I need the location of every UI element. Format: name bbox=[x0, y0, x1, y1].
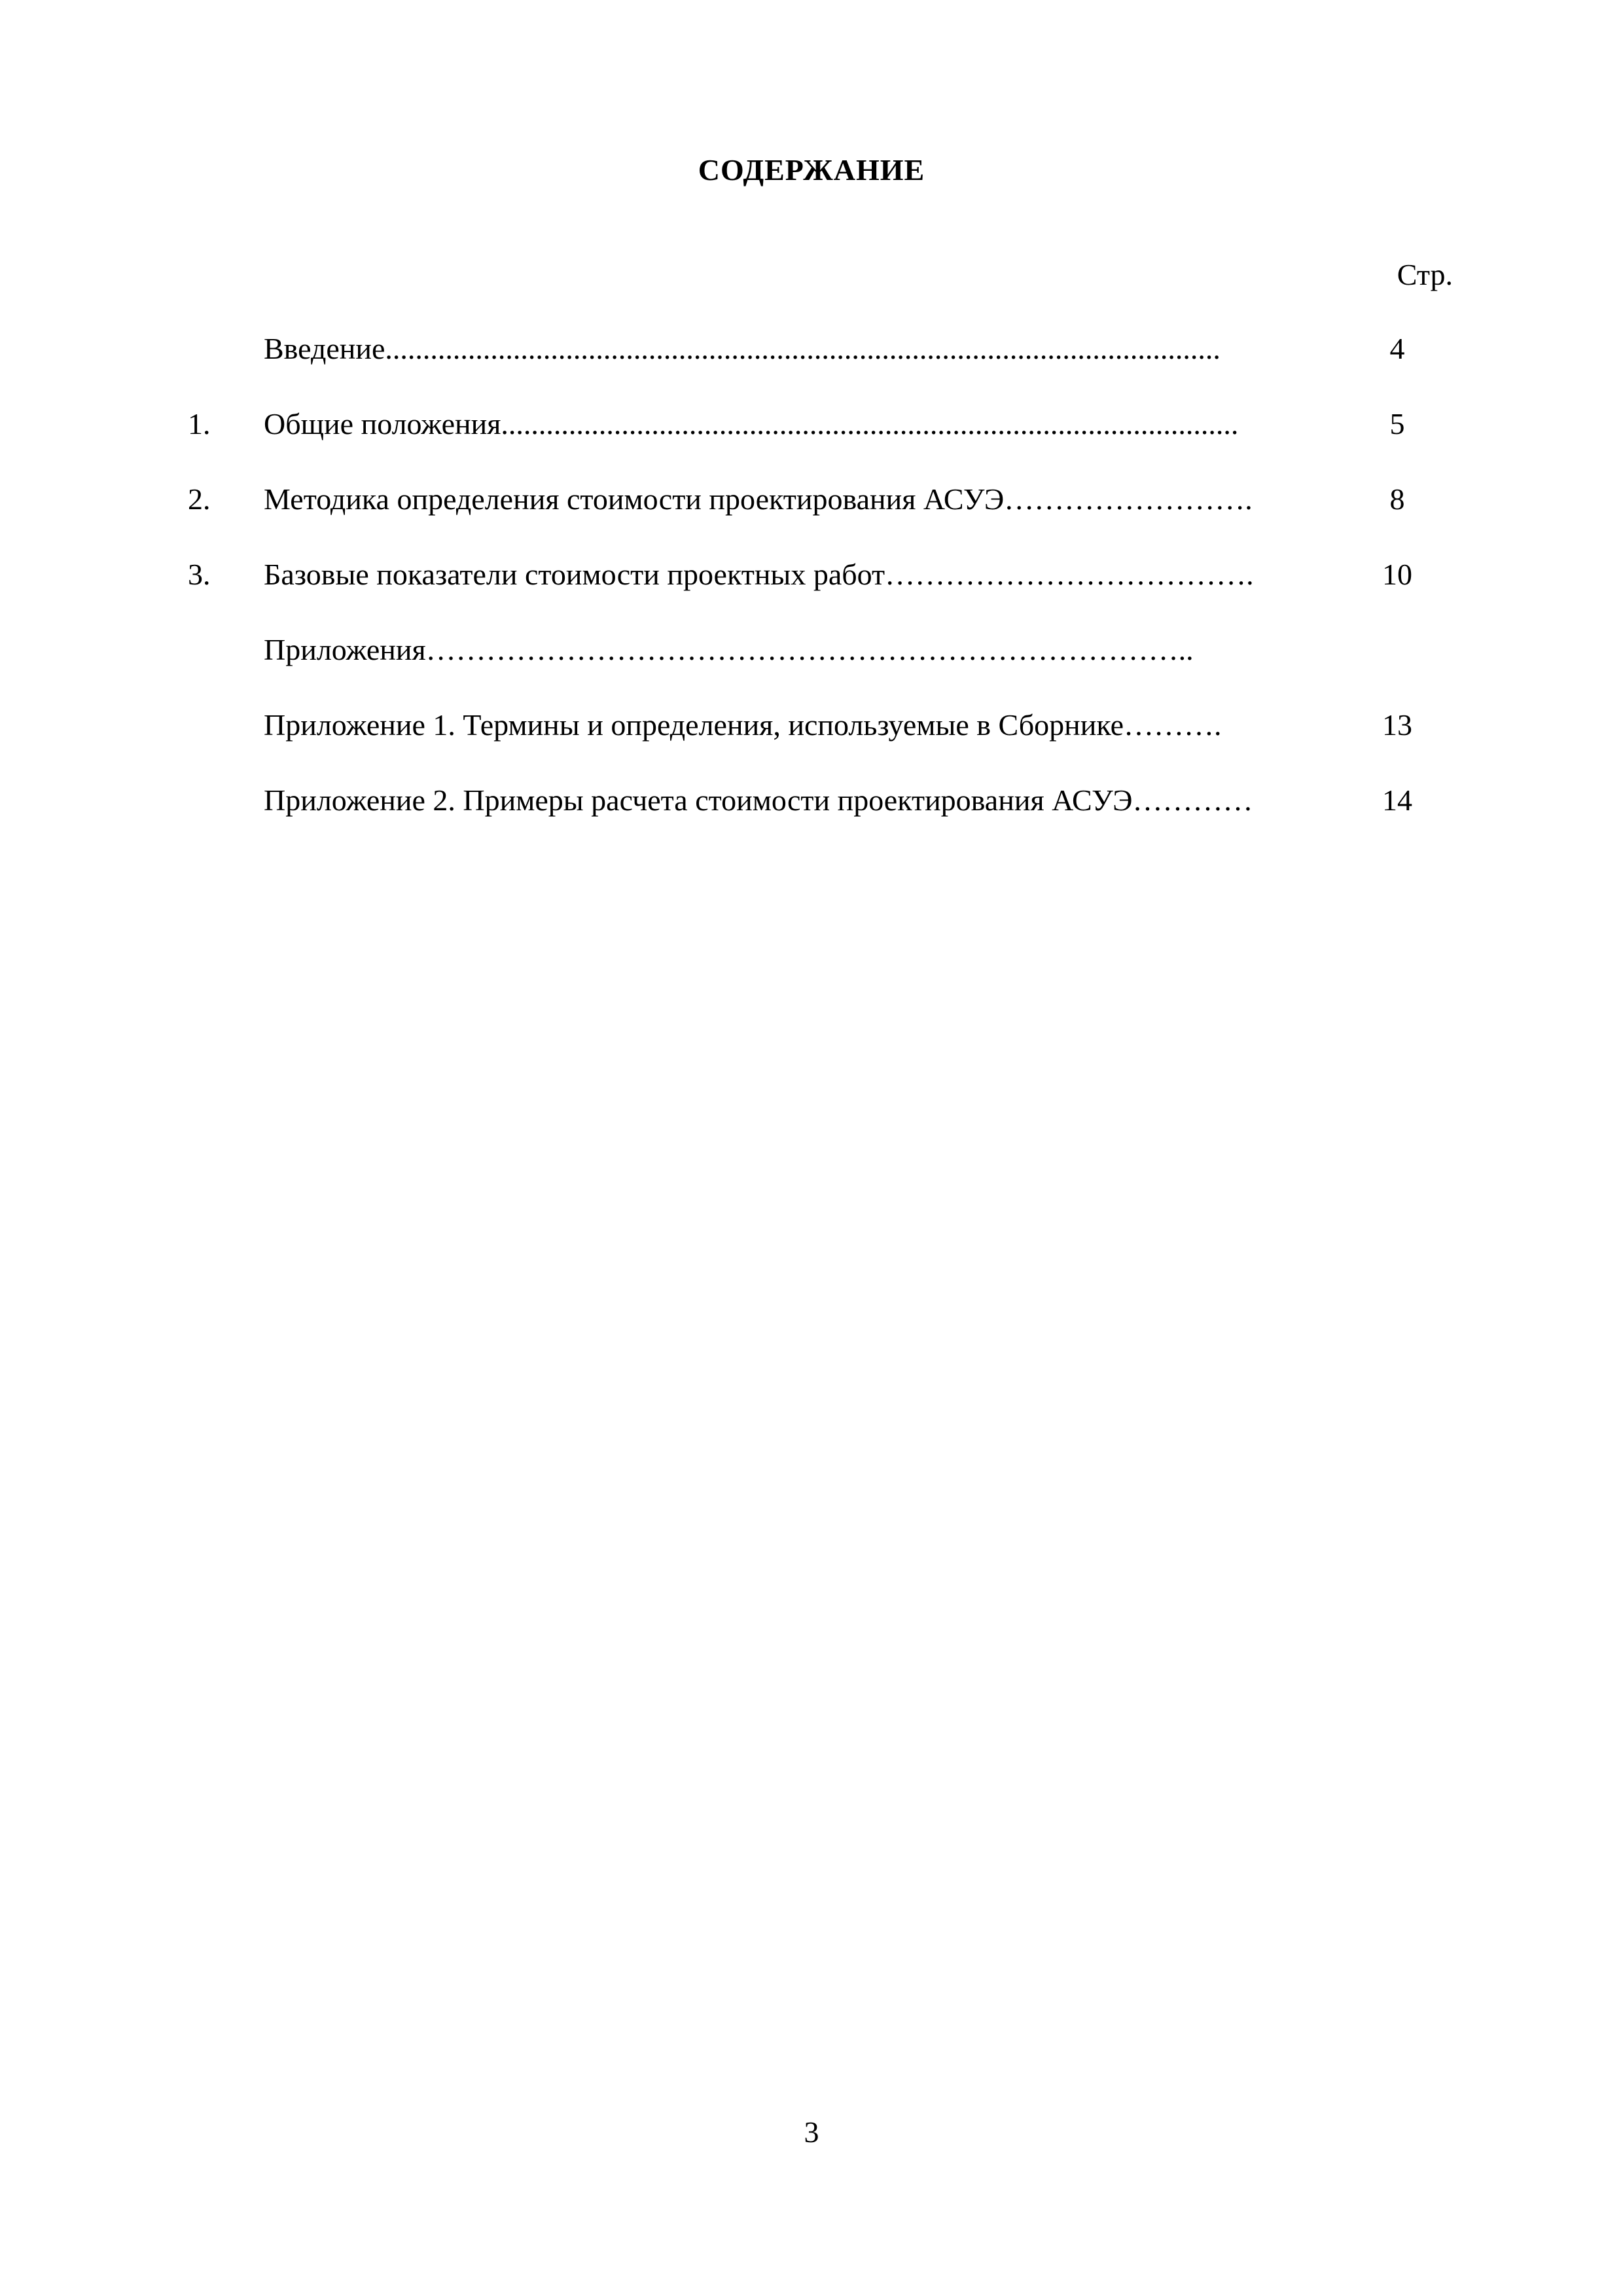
toc-row-base-indicators bbox=[0, 556, 1623, 632]
toc-row-appendix-1 bbox=[0, 707, 1623, 782]
toc-number: 1. bbox=[188, 407, 211, 440]
toc-page-number: 8 bbox=[1389, 482, 1405, 516]
toc-page-number: 14 bbox=[1382, 783, 1412, 817]
toc-row-appendices bbox=[0, 632, 1623, 707]
toc-row-general-provisions bbox=[0, 406, 1623, 481]
toc-row-methodology bbox=[0, 481, 1623, 556]
toc-title: Приложение 1. Термины и определения, используемые в Сборнике………. bbox=[264, 708, 1222, 742]
toc-title: Введение............................................................................................................... bbox=[264, 332, 1221, 365]
toc-title: Методика определения стоимости проектирования АСУЭ……………………. bbox=[264, 482, 1253, 516]
toc-page-number: 5 bbox=[1389, 407, 1405, 440]
toc-row-introduction bbox=[0, 331, 1623, 406]
toc-title: Общие положения.................................................................................................. bbox=[264, 407, 1239, 440]
page-title: СОДЕРЖАНИЕ bbox=[698, 153, 925, 187]
toc-page-number: 10 bbox=[1382, 558, 1412, 591]
toc-title: Базовые показатели стоимости проектных работ………………………………. bbox=[264, 558, 1254, 591]
toc-page-number: 4 bbox=[1389, 332, 1405, 365]
toc-number: 2. bbox=[188, 482, 211, 516]
toc-title: Приложения………………………………………………………………….. bbox=[264, 633, 1194, 666]
page-column-header: Стр. bbox=[1397, 258, 1453, 291]
toc-number: 3. bbox=[188, 558, 211, 591]
toc-page-number: 13 bbox=[1382, 708, 1412, 742]
table-of-contents bbox=[0, 331, 1623, 857]
toc-row-appendix-2 bbox=[0, 782, 1623, 857]
page-number: 3 bbox=[804, 2115, 819, 2149]
toc-title: Приложение 2. Примеры расчета стоимости проектирования АСУЭ………… bbox=[264, 783, 1253, 817]
